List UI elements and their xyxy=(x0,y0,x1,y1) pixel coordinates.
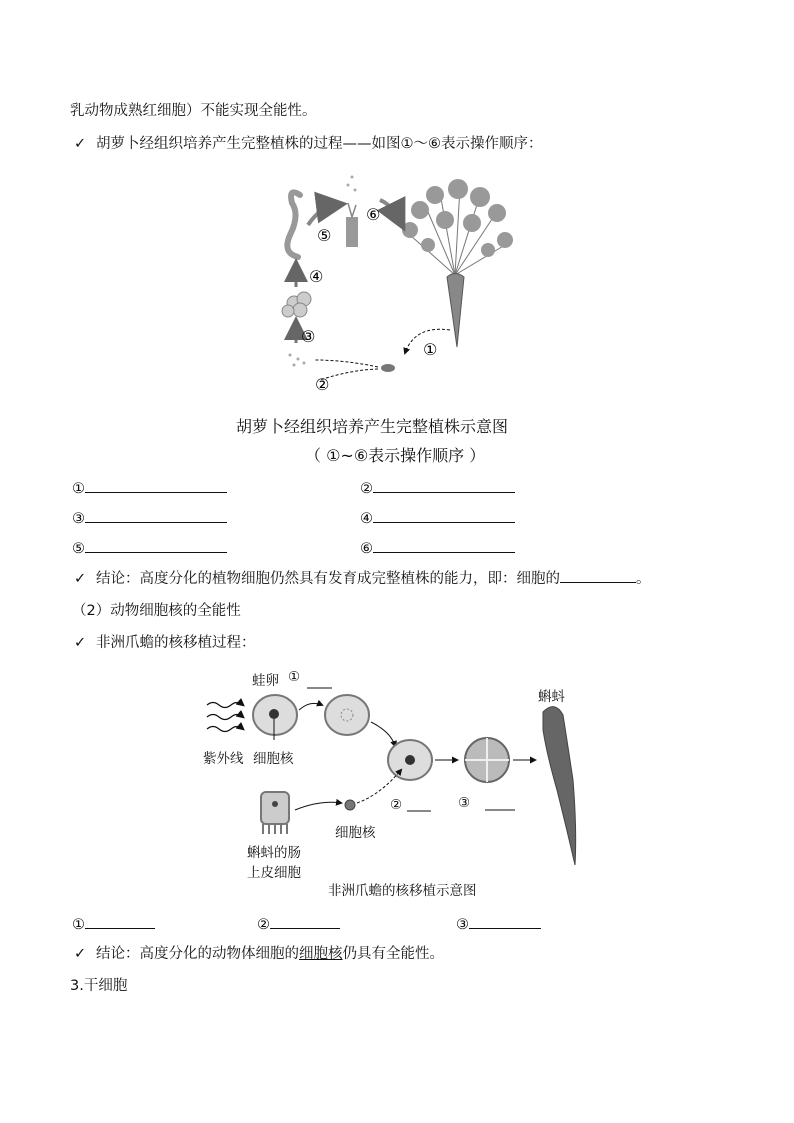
uv-label: 紫外线 xyxy=(203,751,244,767)
conclusion-suffix: 仍具有全能性。 xyxy=(342,946,444,962)
answer-blank[interactable] xyxy=(373,508,515,523)
answer-blank[interactable] xyxy=(373,478,515,493)
plantlet-illustration xyxy=(346,176,358,248)
frog-blank-1[interactable] xyxy=(72,914,155,935)
carrot-blank-4[interactable] xyxy=(360,508,515,529)
conclusion-highlight: 细胞核 xyxy=(299,946,343,962)
egg-label: 蛙卵 xyxy=(252,673,279,689)
animal-conclusion xyxy=(74,944,444,964)
animal-heading: （2）动物细胞核的全能性 xyxy=(72,603,241,619)
answer-blank[interactable] xyxy=(373,538,515,553)
carrot-blank-2[interactable] xyxy=(360,478,515,499)
carrot-blank-1[interactable] xyxy=(72,478,227,499)
blank-label: ③ xyxy=(72,511,85,527)
frog-blank-2[interactable] xyxy=(257,914,340,935)
carrot-intro-line xyxy=(74,134,543,154)
blank-label: ① xyxy=(72,481,85,497)
step-1-label: ① xyxy=(423,340,438,359)
culture-dish-illustration xyxy=(381,364,395,372)
carrot-blank-6[interactable] xyxy=(360,538,515,559)
conclusion-suffix: 。 xyxy=(636,571,651,587)
blank-label: ⑥ xyxy=(360,541,373,557)
answer-blank[interactable] xyxy=(469,914,541,929)
step-6-label: ⑥ xyxy=(366,205,381,224)
gut-cell-label-2: 上皮细胞 xyxy=(247,865,301,881)
frog-step-3-label: ③ xyxy=(458,795,471,811)
frog-intro-line xyxy=(74,633,256,653)
step-4-label: ④ xyxy=(309,267,324,286)
uv-waves-icon xyxy=(207,703,243,732)
frog-step-2-label: ② xyxy=(390,797,403,813)
nucleus-label-gut: 细胞核 xyxy=(335,825,376,841)
plant-conclusion xyxy=(74,568,651,589)
blank-label: ③ xyxy=(456,917,469,933)
single-cells-illustration xyxy=(289,354,306,367)
carrot-blank-5[interactable] xyxy=(72,538,227,559)
nucleus-label-egg: 细胞核 xyxy=(253,751,294,767)
enucleated-egg-illustration xyxy=(325,695,369,735)
carrot-tissue-culture-figure xyxy=(260,165,550,400)
step-3-label: ③ xyxy=(301,327,316,346)
blank-label: ⑤ xyxy=(72,541,85,557)
section-3-heading: 3.干细胞 xyxy=(70,978,128,994)
answer-blank[interactable] xyxy=(560,568,636,583)
answer-blank[interactable] xyxy=(85,538,227,553)
carrot-caption-title: 胡萝卜经组织培养产生完整植株示意图 xyxy=(236,417,509,436)
carrot-blank-3[interactable] xyxy=(72,508,227,529)
cell-cluster-illustration xyxy=(282,292,311,317)
isolated-nucleus-illustration xyxy=(345,800,355,810)
gut-cell-label-1: 蝌蚪的肠 xyxy=(247,845,301,861)
step-2-label: ② xyxy=(315,375,330,394)
tadpole-illustration xyxy=(543,707,576,865)
blank-label: ② xyxy=(257,917,270,933)
blank-label: ④ xyxy=(360,511,373,527)
frog-intro-text: 非洲爪蟾的核移植过程： xyxy=(96,635,256,651)
intro-line: 乳动物成熟红细胞）不能实现全能性。 xyxy=(70,103,317,119)
conclusion-text: 结论：高度分化的植物细胞仍然具有发育成完整植株的能力，即：细胞的 xyxy=(96,571,560,587)
answer-blank[interactable] xyxy=(85,478,227,493)
gut-epithelial-cell-illustration xyxy=(261,792,289,834)
check-icon: ✓ xyxy=(74,571,87,587)
blank-label: ① xyxy=(72,917,85,933)
carrot-caption-sub: （ ①~⑥表示操作顺序 ） xyxy=(305,446,486,465)
frog-caption: 非洲爪蟾的核移植示意图 xyxy=(328,883,477,899)
check-icon: ✓ xyxy=(74,946,87,962)
carrot-intro-text: 胡萝卜经组织培养产生完整植株的过程——如图①～⑥表示操作顺序： xyxy=(96,136,543,152)
frog-step-1-label: ① xyxy=(288,669,301,685)
carrot-plant-illustration xyxy=(402,179,513,347)
answer-blank[interactable] xyxy=(270,914,340,929)
step-5-label: ⑤ xyxy=(317,226,332,245)
blank-label: ② xyxy=(360,481,373,497)
frog-blank-3[interactable] xyxy=(456,914,541,935)
answer-blank[interactable] xyxy=(85,508,227,523)
answer-blank[interactable] xyxy=(85,914,155,929)
tadpole-label: 蝌蚪 xyxy=(538,689,565,705)
check-icon: ✓ xyxy=(74,136,87,152)
conclusion-text: 结论：高度分化的动物体细胞的 xyxy=(96,946,299,962)
embryo-illustration xyxy=(287,192,300,257)
check-icon: ✓ xyxy=(74,635,87,651)
